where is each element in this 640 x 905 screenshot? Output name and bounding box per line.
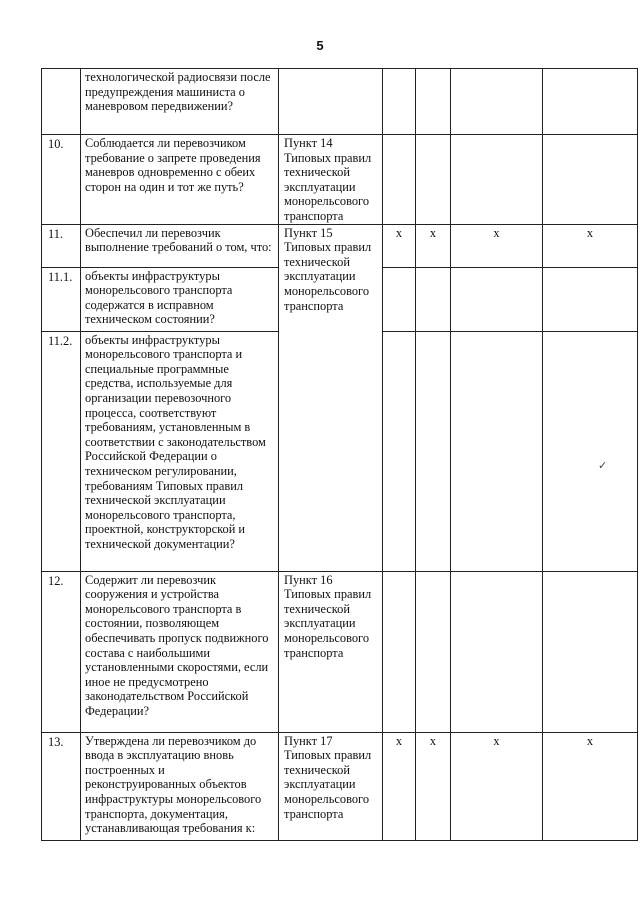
question-text: объекты инфраструктуры монорельсового транспорта и специальные программные средства, используемые для организации перевозочного процесса, соответствуют требованиям, установленным в соответствии с законодательством Российской Федерации о техническом регулировании, требованиям Типовых правил технической эксплуатации монорельсового транспорта, проектной, конструкторской и технической документации? <box>81 331 279 571</box>
question-text: объекты инфраструктуры монорельсового транспорта содержатся в исправном техническом состоянии? <box>81 267 279 331</box>
mark-cell: x <box>416 732 451 840</box>
mark-cell: x <box>416 224 451 267</box>
legal-reference: Пункт 17 Типовых правил технической эксплуатации монорельсового транспорта <box>279 732 383 840</box>
row-number: 12. <box>42 571 81 732</box>
mark-cell <box>416 267 451 331</box>
mark-cell <box>543 331 638 571</box>
mark-cell <box>451 571 543 732</box>
legal-reference <box>279 69 383 135</box>
row-number: 11.2. <box>42 331 81 571</box>
mark-cell <box>451 135 543 225</box>
mark-cell <box>451 331 543 571</box>
mark-cell <box>416 331 451 571</box>
mark-cell: x <box>451 732 543 840</box>
question-text: Утверждена ли перевозчиком до ввода в эксплуатацию вновь построенных и реконструированных объектов инфраструктуры монорельсового транспорта, документация, устанавливающая требования к: <box>81 732 279 840</box>
row-number: 10. <box>42 135 81 225</box>
question-text: Обеспечил ли перевозчик выполнение требований о том, что: <box>81 224 279 267</box>
row-number <box>42 69 81 135</box>
table-row <box>42 732 638 840</box>
checklist-table <box>41 68 638 841</box>
mark-cell <box>383 69 416 135</box>
mark-cell <box>543 135 638 225</box>
question-text: Содержит ли перевозчик сооружения и устройства монорельсового транспорта в состоянии, позволяющем обеспечивать пропуск подвижного состава с наибольшими установленными скоростями, если иное не предусмотрено законодательством Российской Федерации? <box>81 571 279 732</box>
mark-cell: x <box>383 732 416 840</box>
mark-cell <box>416 571 451 732</box>
mark-cell <box>543 267 638 331</box>
legal-reference: Пункт 14 Типовых правил технической эксплуатации монорельсового транспорта <box>279 135 383 225</box>
mark-cell <box>543 69 638 135</box>
question-text: технологической радиосвязи после предупреждения машиниста о маневровом передвижении? <box>81 69 279 135</box>
mark-cell <box>416 135 451 225</box>
table-row <box>42 69 638 135</box>
mark-cell <box>383 135 416 225</box>
mark-cell <box>383 331 416 571</box>
page-number: 5 <box>316 38 324 53</box>
table-row <box>42 135 638 225</box>
legal-reference: Пункт 15 Типовых правил технической эксплуатации монорельсового транспорта <box>279 224 383 571</box>
mark-cell <box>383 267 416 331</box>
row-number: 11.1. <box>42 267 81 331</box>
row-number: 11. <box>42 224 81 267</box>
row-number: 13. <box>42 732 81 840</box>
table-row <box>42 224 638 267</box>
mark-cell: x <box>451 224 543 267</box>
pen-tick-mark: ✓ <box>598 460 608 472</box>
mark-cell <box>451 69 543 135</box>
mark-cell <box>383 571 416 732</box>
legal-reference: Пункт 16 Типовых правил технической эксплуатации монорельсового транспорта <box>279 571 383 732</box>
mark-cell: x <box>543 224 638 267</box>
table-row <box>42 571 638 732</box>
mark-cell <box>416 69 451 135</box>
mark-cell <box>543 571 638 732</box>
mark-cell <box>451 267 543 331</box>
mark-cell: x <box>543 732 638 840</box>
mark-cell: x <box>383 224 416 267</box>
question-text: Соблюдается ли перевозчиком требование о запрете проведения маневров одновременно с обеих сторон на один и тот же путь? <box>81 135 279 225</box>
